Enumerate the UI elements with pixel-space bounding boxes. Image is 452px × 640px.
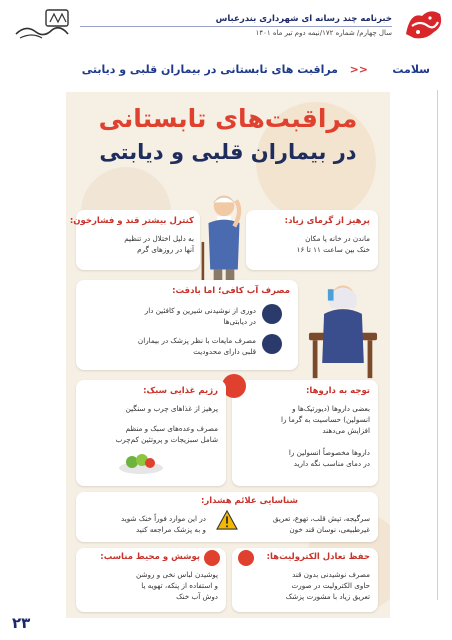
- control-text-2: آنها در روزهای گرم: [137, 245, 194, 254]
- heat-text-2: خنک بین ساعت ۱۱ تا ۱۶: [296, 245, 370, 254]
- poster-title-line1: مراقبت‌های تابستانی: [98, 104, 358, 133]
- meds-text-4: داروها مخصوصاً انسولین را: [288, 448, 370, 457]
- section-bar: [0, 58, 452, 82]
- electrolytes-card: [232, 548, 378, 612]
- side-divider: [437, 90, 438, 600]
- meds-text-2: انسولین) حساسیت به گرما را: [281, 415, 370, 424]
- warning-heading: شناسایی علائم هشدار:: [200, 496, 298, 506]
- doctor-icon: [262, 334, 282, 354]
- diet-text-3: شامل سبزیجات و پروتئین کم‌چرب: [115, 435, 218, 444]
- clothing-text-1: پوشیدن لباس نخی و روشن: [136, 570, 218, 579]
- clothing-text-3: دوش آب خنک: [176, 592, 218, 601]
- warning-right-2: غیرطبیعی، نوسان قند خون: [289, 525, 370, 534]
- water-item2-line2: قلبی دارای محدودیت: [193, 347, 256, 356]
- page-number: ۲۳: [12, 614, 31, 632]
- calligraphy-logo-icon: [12, 8, 72, 42]
- water-item2-line1: مصرف مایعات با نظر پزشک در بیماران: [137, 336, 256, 345]
- meds-text-5: در دمای مناسب نگه دارید: [293, 459, 370, 468]
- infographic-poster: [66, 92, 390, 618]
- section-name: سلامت: [392, 63, 430, 76]
- electrolytes-text-1: مصرف نوشیدنی بدون قند: [292, 570, 370, 579]
- header-divider: [80, 26, 392, 27]
- warning-left-2: و به پزشک مراجعه کنید: [136, 525, 206, 534]
- electrolytes-text-3: تعریق زیاد با مشورت پزشک: [285, 592, 370, 601]
- section-arrows: >>: [349, 63, 368, 76]
- clothing-text-2: و استفاده از پنکه، تهویه یا: [141, 581, 218, 590]
- newsletter-title: خبرنامه چند رسانه ای شهرداری بندرعباس: [215, 14, 392, 24]
- electrolytes-heading: حفظ تعادل الکترولیت‌ها:: [266, 552, 370, 562]
- water-card: [76, 280, 298, 370]
- meds-text-1: بعضی داروها (دیورتیک‌ها و: [292, 404, 370, 413]
- diet-text-2: مصرف وعده‌های سبک و منظم: [125, 424, 218, 433]
- clothing-heading: پوشش و محیط مناسب:: [100, 552, 200, 562]
- control-heading: کنترل بیشتر قند و فشارخون:: [69, 216, 194, 226]
- heat-text-1: ماندن در خانه یا مکان: [305, 234, 370, 243]
- old-woman-icon: [302, 276, 384, 380]
- diet-text-1: پرهیز از غذاهای چرب و سنگین: [125, 404, 218, 413]
- heat-card: [246, 210, 378, 270]
- control-card: [69, 210, 200, 270]
- article-title: مراقبت های تابستانی در بیماران قلبی و دیابتی: [81, 63, 338, 76]
- issue-info: سال چهارم/ شماره ۱۷۲/نیمه دوم تیر ماه ۱۴۰۱: [255, 29, 392, 37]
- water-heading: مصرف آب کافی؛ اما بادقت:: [172, 286, 290, 296]
- page-header: [0, 0, 452, 50]
- brand-logo-icon: [400, 4, 446, 44]
- heat-heading: پرهیز از گرمای زیاد:: [284, 216, 370, 226]
- coffee-cup-icon: [262, 304, 282, 324]
- diet-card: [76, 380, 226, 486]
- electrolytes-text-2: حاوی الکترولیت در صورت: [291, 581, 370, 590]
- control-text-1: به دلیل اختلال در تنظیم: [124, 234, 194, 243]
- water-item1-line1: دوری از نوشیدنی شیرین و کافئین دار: [144, 306, 256, 315]
- meds-card: [232, 380, 378, 486]
- tshirt-icon: [204, 550, 220, 566]
- warning-right-1: سرگیجه، تپش قلب، تهوع، تعریق: [272, 514, 370, 523]
- clothing-card: [76, 548, 226, 612]
- meds-heading: توجه به داروها:: [305, 386, 370, 396]
- meds-text-3: افزایش می‌دهند: [322, 426, 370, 435]
- warning-icon: [216, 510, 238, 530]
- salad-icon: [116, 452, 166, 476]
- diet-heading: رژیم غذایی سبک:: [143, 386, 218, 396]
- drink-icon: [238, 550, 254, 566]
- poster-title-line2: در بیماران قلبی و دیابتی: [99, 140, 357, 164]
- warning-left-1: در این موارد فوراً خنک شوید: [121, 514, 206, 523]
- water-item1-line2: در دیابتی‌ها: [223, 317, 256, 326]
- warning-card: [76, 492, 378, 542]
